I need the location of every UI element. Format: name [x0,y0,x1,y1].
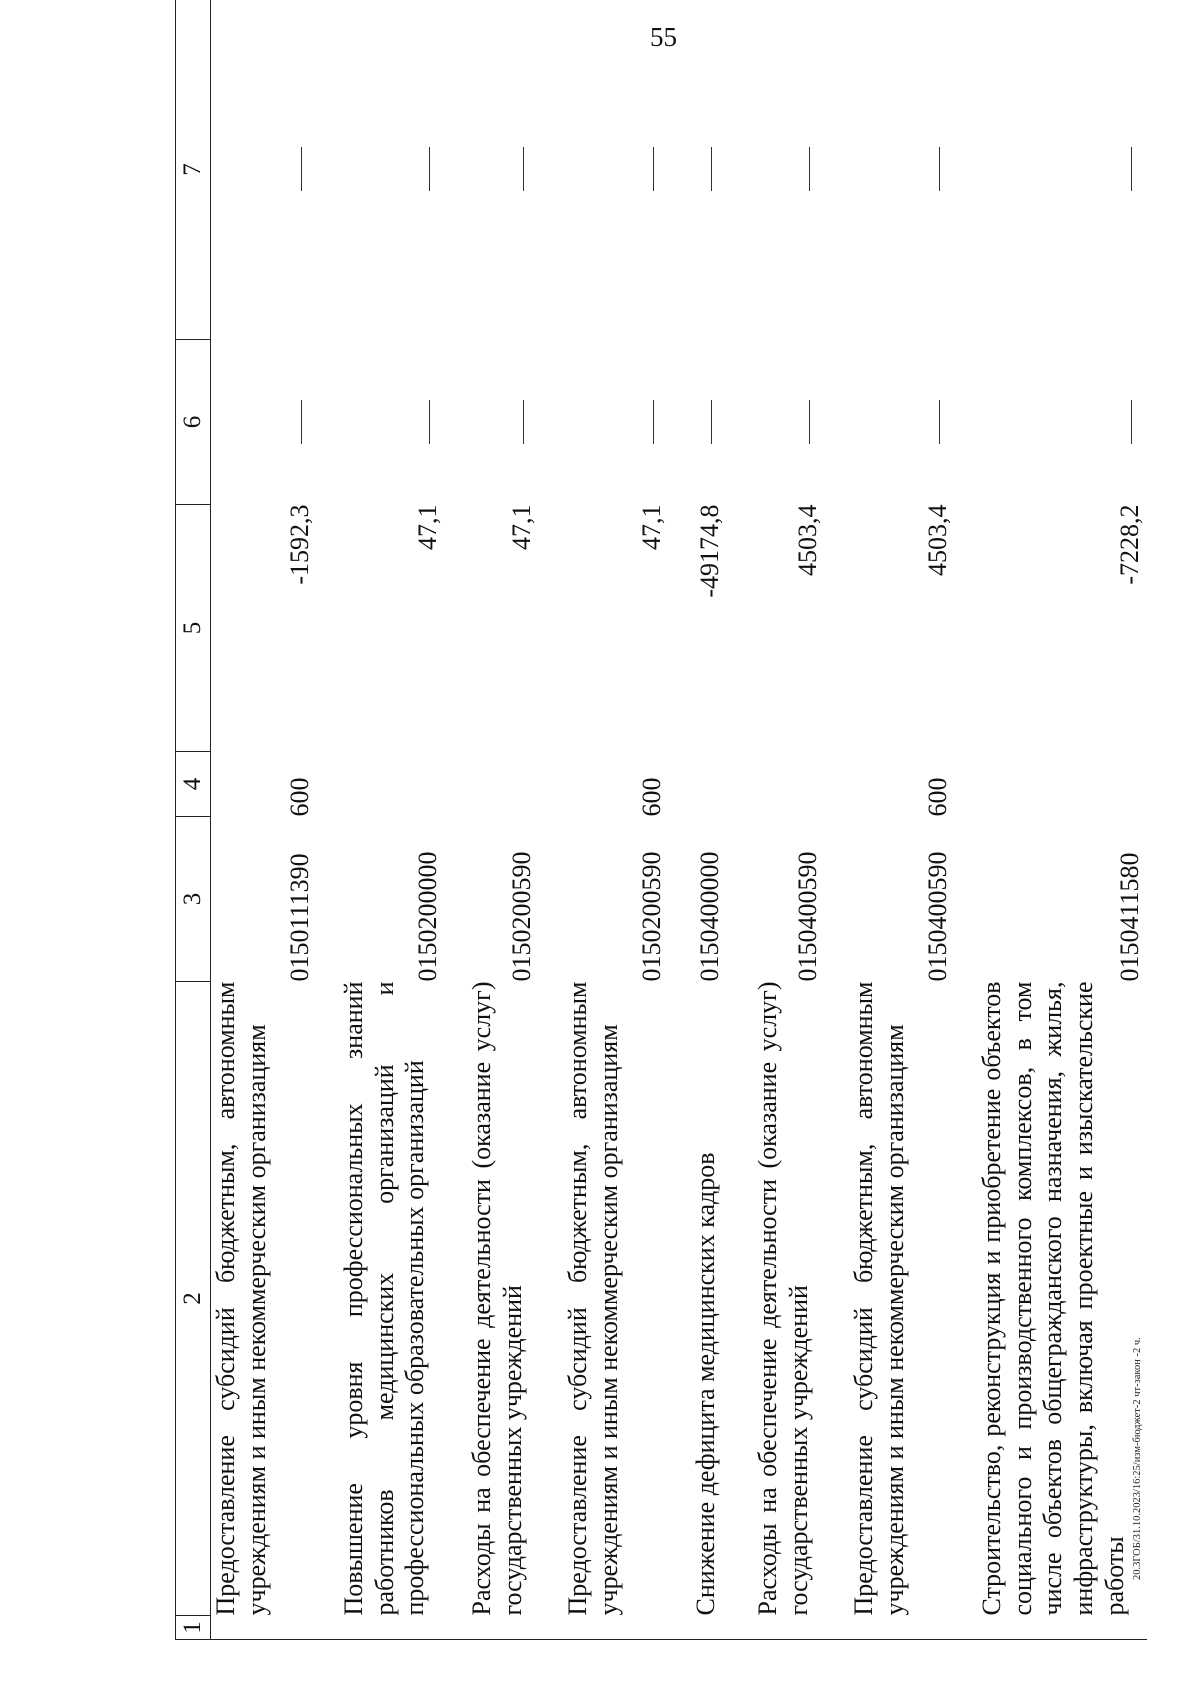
row-amount: 47,1 [637,504,666,550]
row-code: 0150200590 [637,851,666,982]
table-row [339,0,445,1640]
row-name: Предоставление субсидий бюджетным, автономным учреждениям и иным некоммерческим организациям [211,981,271,1616]
row-name: Расходы на обеспечение деятельности (оказание услуг) государственных учреждений [753,981,813,1616]
row-code: 0150411580 [1115,852,1144,982]
table-row [753,0,827,1640]
table-header-row [176,0,211,1640]
row-dash-col6 [753,340,827,505]
table-row [467,0,541,1640]
row-amount: 4503,4 [923,504,952,576]
row-amount: 47,1 [507,504,536,550]
row-dash-col6 [467,340,541,505]
row-dash-col6 [691,340,731,505]
row-dash-col6 [849,340,955,505]
budget-table [175,0,1147,1640]
row-name: Снижение дефицита медицинских кадров [691,1152,720,1616]
row-code: 0150200000 [413,851,442,982]
row-name: Повышение уровня профессиональных знаний работников медицинских организаций и профессиональных образовательных организаций [339,981,430,1616]
row-name: Предоставление субсидий бюджетным, автономным учреждениям и иным некоммерческим организациям [563,981,623,1616]
row-name: Строительство, реконструкция и приобретение объектов социального и производственного комплексов, в том числе объектов общегражданского назначения, жилья, инфраструктуры, включая проектные и изыскательские работы [977,981,1129,1616]
row-dash-col7 [467,0,541,340]
row-expense-type: 600 [637,777,666,817]
row-expense-type [977,752,1147,817]
row-dash-col7 [753,0,827,340]
column-header-5: 5 [176,505,211,752]
row-amount: -7228,2 [1115,504,1144,585]
row-dash-col7 [977,0,1147,340]
row-amount: -1592,3 [285,504,314,585]
row-amount: 4503,4 [793,504,822,576]
table-row [563,0,669,1640]
row-expense-type [691,752,731,817]
row-expense-type [339,752,445,817]
table-row [977,0,1147,1640]
row-dash-col6 [339,340,445,505]
row-code: 0150400590 [923,851,952,982]
row-code: 0150400590 [793,851,822,982]
page-number: 55 [650,22,677,52]
table-row [211,0,318,1640]
row-name: Расходы на обеспечение деятельности (оказание услуг) государственных учреждений [467,981,527,1616]
column-header-7: 7 [176,0,211,340]
rotated-table-sheet [175,0,1195,1640]
row-dash-col6 [977,340,1147,505]
table-row [849,0,955,1640]
row-expense-type: 600 [285,777,314,817]
row-dash-col6 [563,340,669,505]
row-expense-type: 600 [923,777,952,817]
document-footer-code: 20.3ГОБ/31.10.2023/16:25/изм-бюджет-2 чт-закон -2 ч. [1132,1337,1143,1580]
row-dash-col7 [691,0,731,340]
row-expense-type [753,752,827,817]
row-dash-col7 [339,0,445,340]
row-dash-col7 [211,0,318,340]
row-name: Предоставление субсидий бюджетным, автономным учреждениям и иным некоммерческим организациям [849,981,909,1616]
row-expense-type [467,752,541,817]
column-header-2: 2 [176,982,211,1616]
column-header-6: 6 [176,340,211,505]
column-header-4: 4 [176,752,211,817]
row-amount: -49174,8 [695,504,724,598]
row-code: 0150200590 [507,851,536,982]
row-code: 0150400000 [695,851,724,982]
table-row [691,0,731,1640]
row-amount: 47,1 [413,504,442,550]
row-dash-col7 [563,0,669,340]
row-dash-col6 [211,340,318,505]
column-header-3: 3 [176,817,211,982]
column-header-1: 1 [176,1616,211,1640]
row-code: 0150111390 [285,853,314,982]
row-dash-col7 [849,0,955,340]
